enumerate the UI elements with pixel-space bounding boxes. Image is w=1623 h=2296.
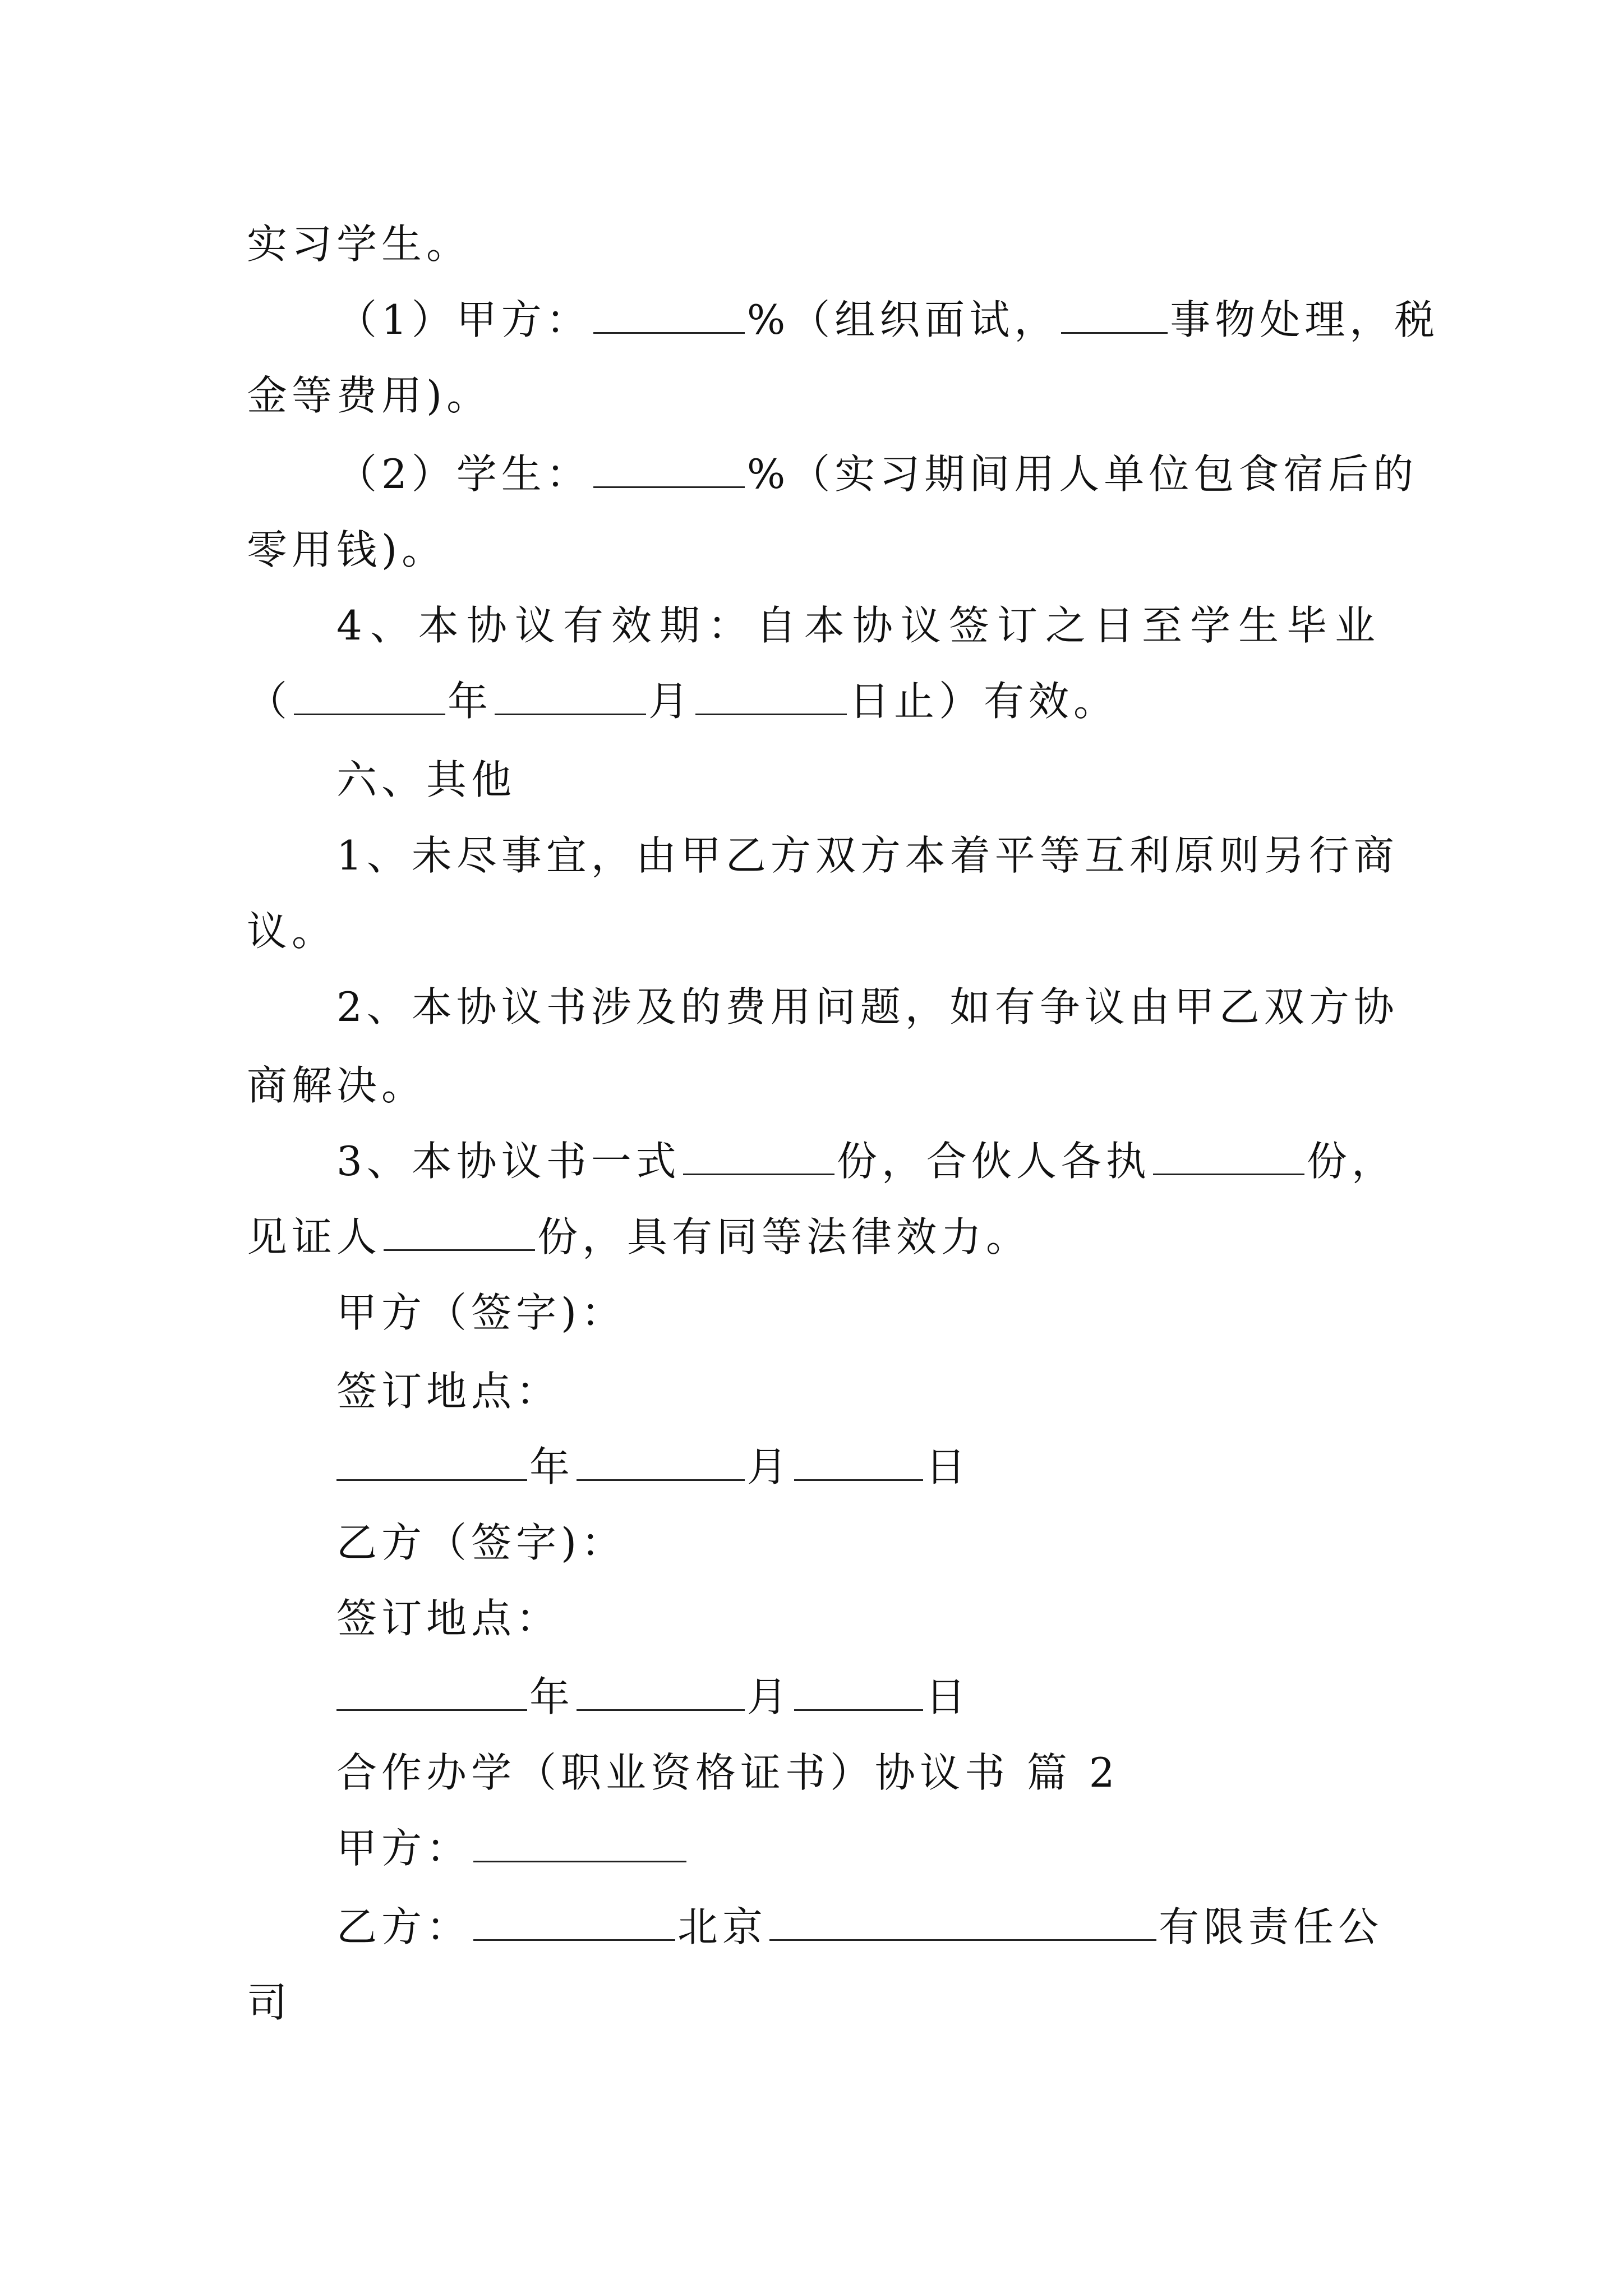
agreement-title [336,1745,1380,1801]
text-line [247,367,1380,424]
fill-blank [683,1134,834,1175]
fill-blank [593,293,745,334]
signing-date-line [336,1669,1380,1725]
text-line [336,292,1440,348]
fill-blank [495,674,646,715]
text-line [336,827,1399,884]
signature-label-party-b [336,1515,1380,1571]
text: 司 [247,1979,292,2026]
fill-blank [794,1670,923,1711]
text: （1）甲方： [336,296,591,343]
fill-blank [294,674,445,715]
text-line [247,1057,1380,1114]
party-b-line [336,1899,1384,1955]
text: 议。 [247,908,337,955]
party-a-line [336,1820,1380,1876]
text: 3、本协议书一式 [336,1138,681,1185]
text-line [247,903,1380,959]
fill-blank [336,1440,527,1481]
text: 签订地点： [336,1595,561,1642]
text: 1、未尽事宜，由甲乙方双方本着平等互利原则另行商 [336,832,1399,879]
text: 2、本协议书涉及的费用问题，如有争议由甲乙双方协 [336,983,1399,1030]
text: 乙方（签字)： [336,1519,626,1566]
text-line [247,673,1380,729]
fill-blank [1061,293,1168,334]
text: 商解决。 [247,1062,427,1109]
text: 4、本协议有效期：自本协议签订之日至学生毕业 [336,602,1380,649]
text: 有限责任公 [1159,1903,1384,1950]
signing-date-line [336,1439,1380,1495]
text: 份，具有同等法律效力。 [537,1213,1031,1260]
text: 甲方（签字)： [336,1289,626,1336]
text: 金等费用)。 [247,372,492,419]
text-line [336,979,1399,1035]
text: 年 [529,1443,575,1490]
text: 日 [925,1443,971,1490]
text: 份，合伙人各执 [836,1138,1151,1185]
text: 月 [747,1673,792,1720]
signing-place-label [336,1363,1380,1419]
signature-label-party-a [336,1285,1380,1341]
text: %（实习期间用人单位包食宿后的 [746,450,1418,498]
text-line [336,1133,1396,1189]
fill-blank [695,674,847,715]
text: 日止）有效。 [849,678,1119,725]
text: （2）学生： [336,450,591,498]
text: 六、其他 [336,756,517,803]
fill-blank [473,1900,675,1941]
fill-blank [1153,1134,1304,1175]
text: 甲方： [336,1825,472,1872]
text: 乙方： [336,1903,472,1950]
text: 零用钱)。 [247,526,447,573]
fill-blank [577,1670,745,1711]
text-line [247,216,1380,272]
fill-blank [769,1900,1156,1941]
text: 日 [925,1673,971,1720]
fill-blank [384,1210,535,1251]
text: 实习学生。 [247,220,472,268]
text: 合作办学（职业资格证书）协议书 篇 2 [336,1749,1119,1796]
text: 事物处理，税 [1170,296,1440,343]
text: 年 [529,1673,575,1720]
text: （ [247,678,292,725]
signing-place-label [336,1590,1380,1646]
text-line [336,597,1380,654]
text: 签订地点： [336,1368,561,1415]
text: 年 [448,678,493,725]
text-line [247,522,1380,578]
text: 见证人 [247,1213,382,1260]
text: 份， [1306,1138,1396,1185]
text-line [247,1975,1380,2031]
text: 北京 [677,1903,768,1950]
fill-blank [577,1440,745,1481]
fill-blank [593,447,745,488]
text: 月 [648,678,694,725]
fill-blank [336,1670,527,1711]
text: 月 [747,1443,792,1490]
text-line [336,446,1418,502]
section-heading [336,752,1380,808]
fill-blank [473,1821,686,1862]
text: %（组织面试， [746,296,1059,343]
text-line [247,1209,1380,1265]
fill-blank [794,1440,923,1481]
